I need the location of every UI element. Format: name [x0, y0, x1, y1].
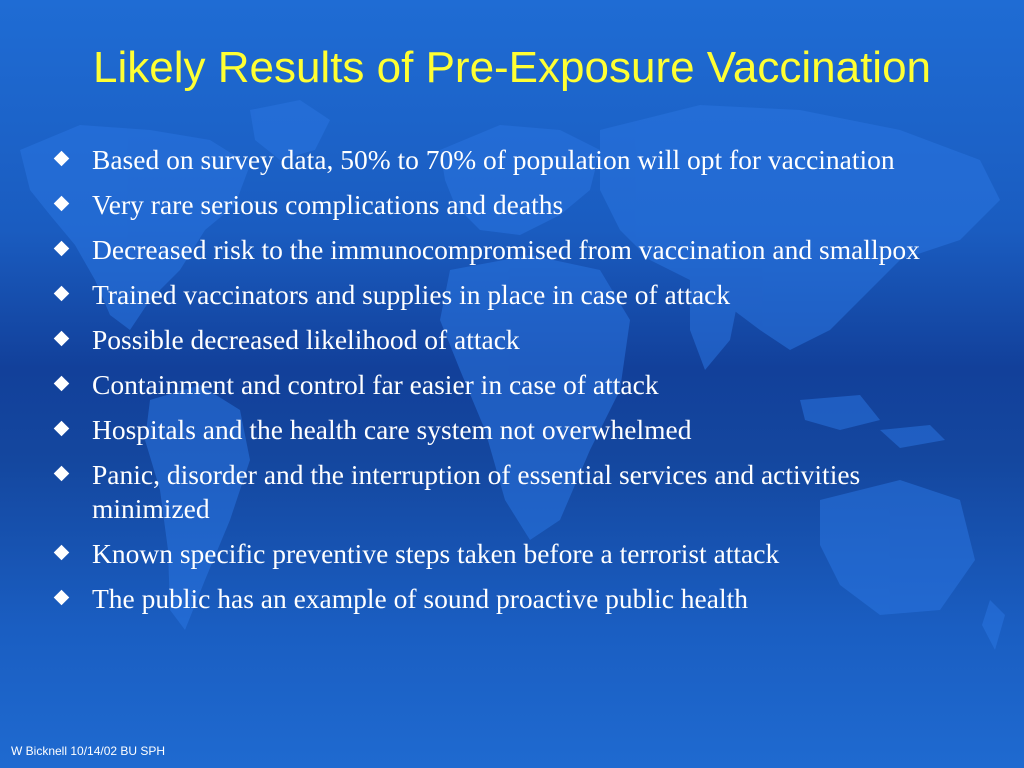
diamond-bullet-icon: [54, 196, 70, 212]
diamond-bullet-icon: [54, 241, 70, 257]
bullet-text: Hospitals and the health care system not overwhelmed: [92, 414, 692, 445]
diamond-bullet-icon: [54, 376, 70, 392]
bullet-text: Containment and control far easier in case of attack: [92, 369, 659, 400]
bullet-item: [52, 413, 952, 447]
slide-footer: W Bicknell 10/14/02 BU SPH: [11, 744, 166, 758]
diamond-bullet-icon: [54, 421, 70, 437]
diamond-bullet-icon: [54, 545, 70, 561]
bullet-item: [52, 458, 952, 526]
bullet-item: [52, 582, 952, 616]
bullet-list: [52, 143, 952, 627]
bullet-text: Possible decreased likelihood of attack: [92, 324, 520, 355]
bullet-text: Based on survey data, 50% to 70% of population will opt for vaccination: [92, 144, 895, 175]
bullet-item: [52, 323, 952, 357]
diamond-bullet-icon: [54, 466, 70, 482]
bullet-text: The public has an example of sound proactive public health: [92, 583, 748, 614]
bullet-item: [52, 368, 952, 402]
bullet-text: Panic, disorder and the interruption of essential services and activities minimized: [92, 459, 861, 524]
bullet-text: Trained vaccinators and supplies in place in case of attack: [92, 279, 731, 310]
bullet-item: [52, 278, 952, 312]
bullet-text: Very rare serious complications and deaths: [92, 189, 564, 220]
bullet-text: Decreased risk to the immunocompromised from vaccination and smallpox: [92, 234, 920, 265]
diamond-bullet-icon: [54, 590, 70, 606]
diamond-bullet-icon: [54, 286, 70, 302]
bullet-item: [52, 188, 952, 222]
diamond-bullet-icon: [54, 331, 70, 347]
bullet-item: [52, 537, 952, 571]
diamond-bullet-icon: [54, 151, 70, 167]
bullet-text: Known specific preventive steps taken before a terrorist attack: [92, 538, 780, 569]
bullet-item: [52, 143, 952, 177]
bullet-item: [52, 233, 952, 267]
slide-title: Likely Results of Pre-Exposure Vaccination: [92, 43, 932, 92]
